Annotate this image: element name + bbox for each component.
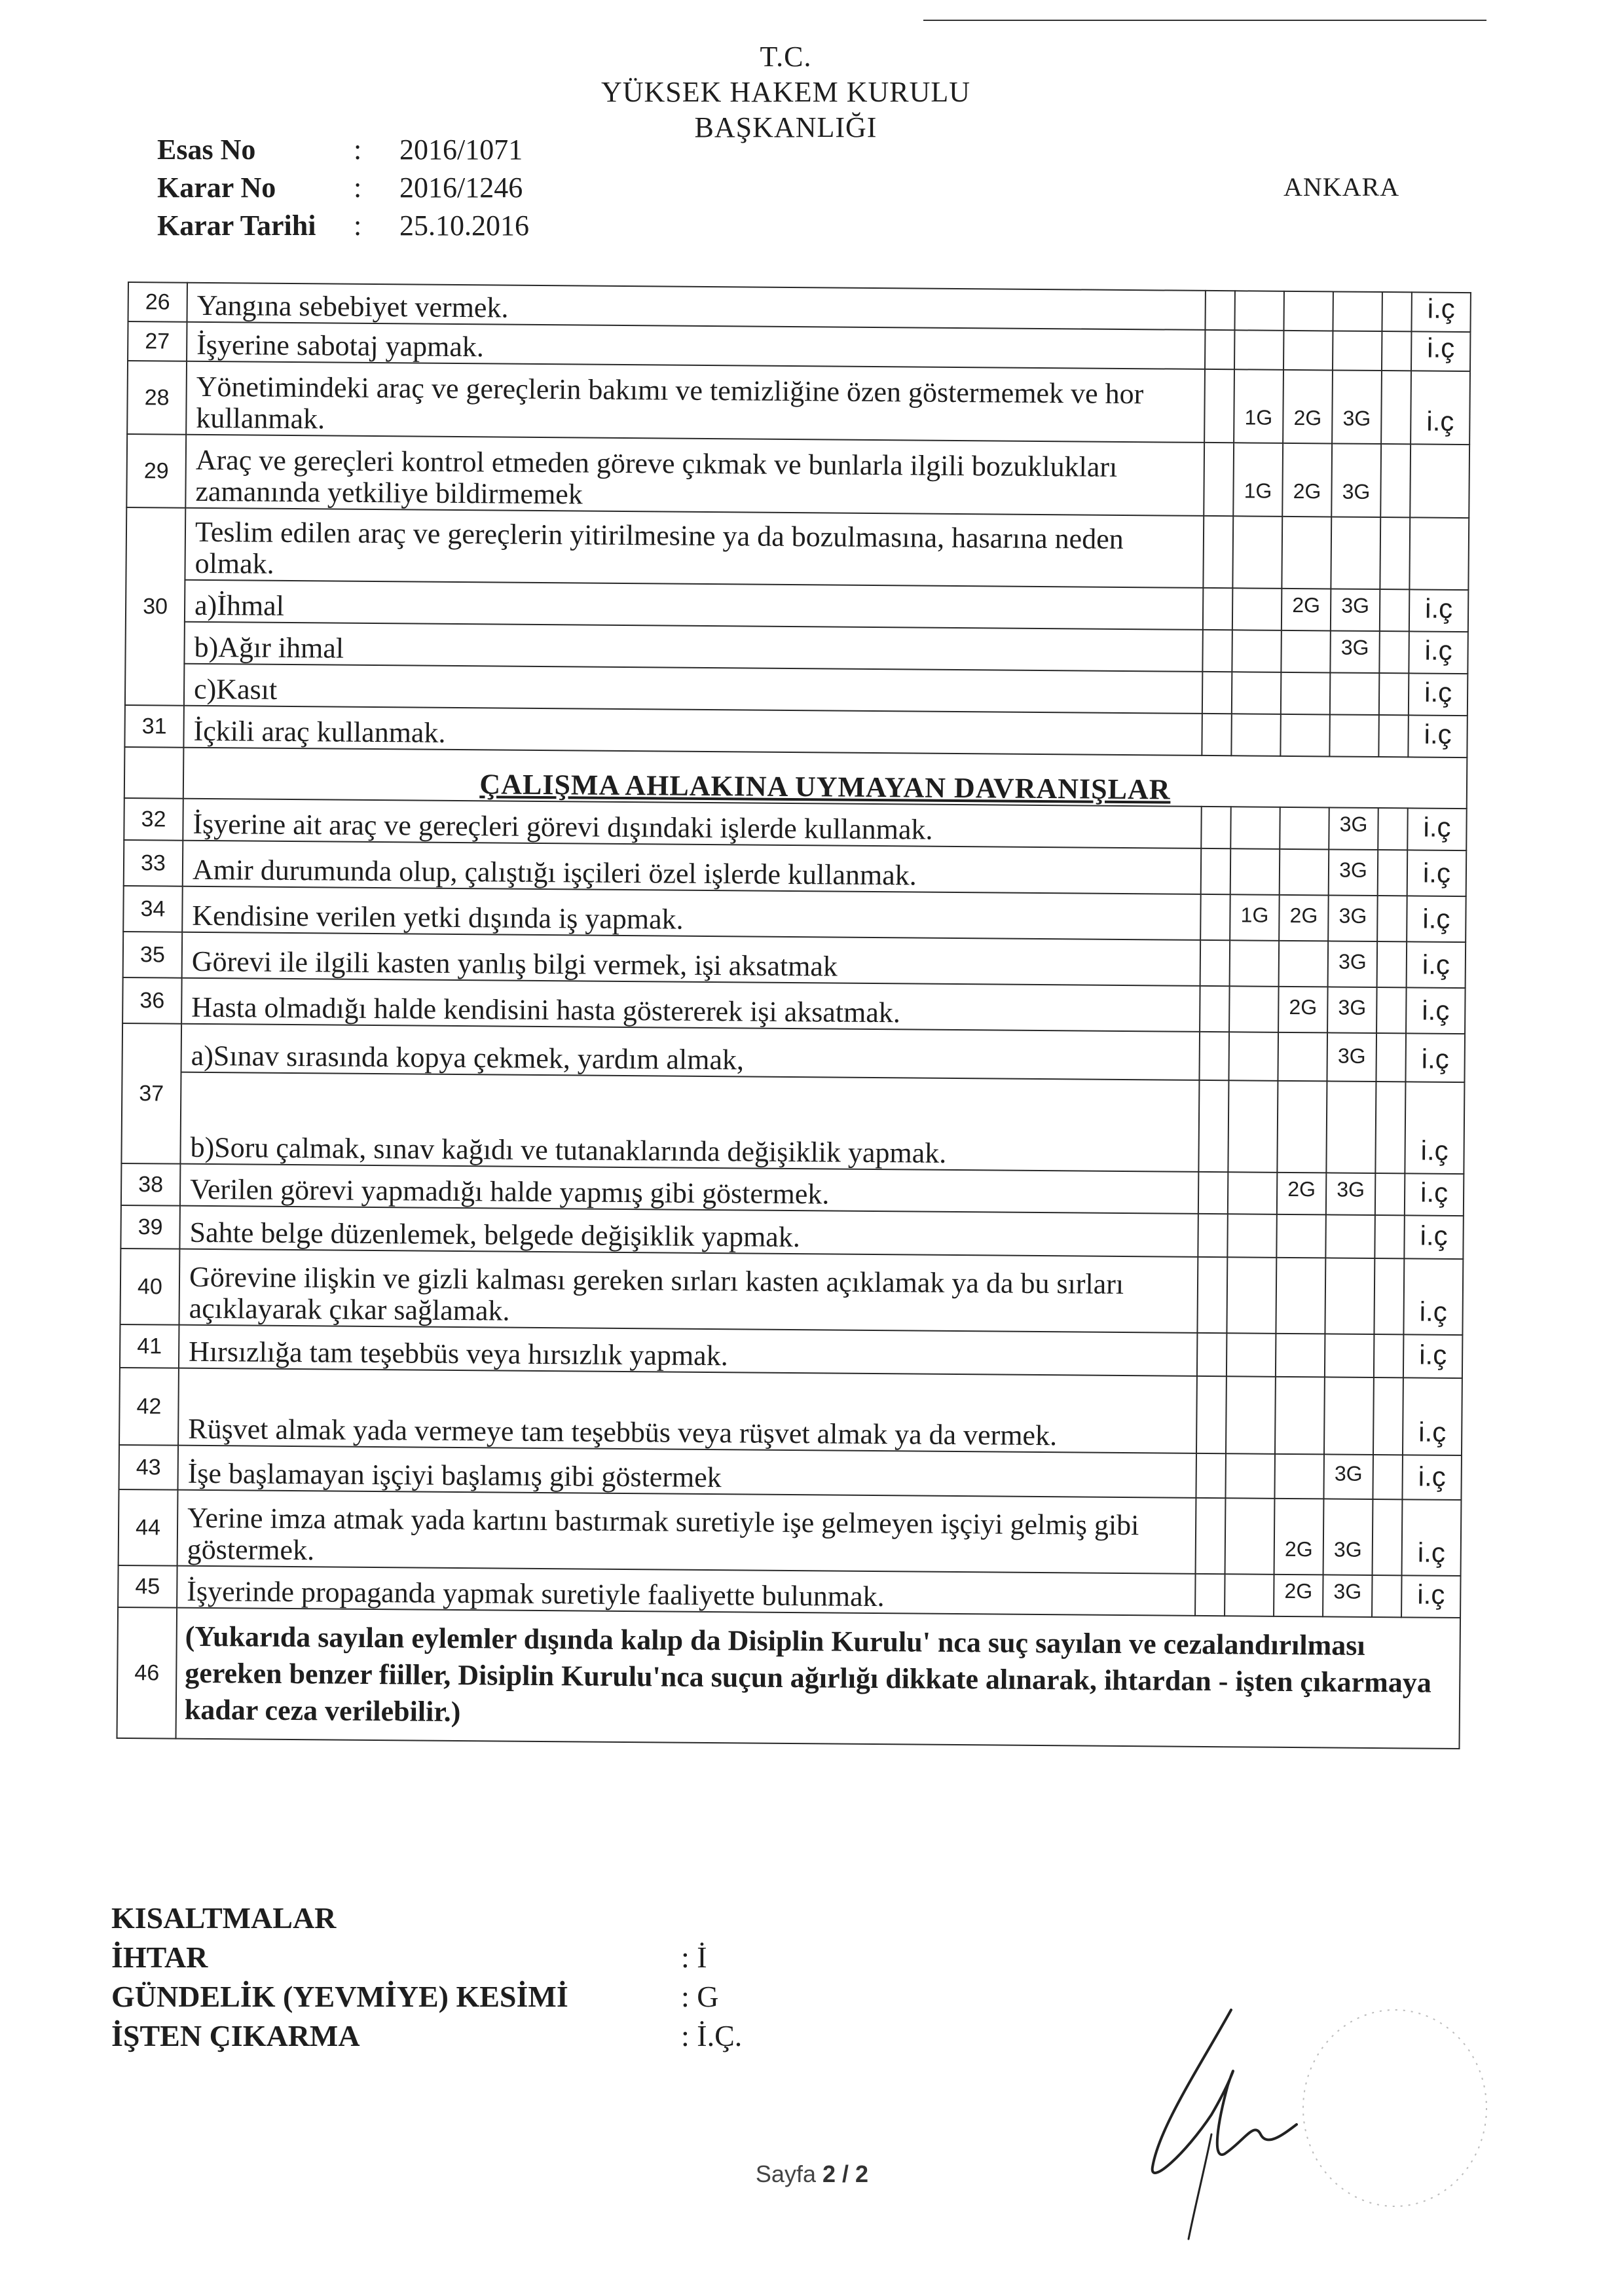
meta-row-esas — [157, 131, 596, 169]
penalty-dismissal: i.ç — [1405, 1033, 1465, 1082]
empty-cell — [1376, 1033, 1406, 1082]
penalty-1g — [1230, 807, 1280, 849]
empty-cell — [1378, 850, 1408, 896]
empty-cell — [1203, 588, 1233, 630]
rule-description: Hasta olmadığı halde kendisini hasta göstererek işi aksatmak. — [181, 978, 1200, 1032]
rule-description: İşe başlamayan işçiyi başlamış gibi göstermek — [178, 1446, 1196, 1498]
empty-cell — [1380, 589, 1410, 631]
top-rule — [923, 20, 1486, 21]
disciplinary-rules-table — [117, 282, 1471, 1749]
empty-cell — [1205, 330, 1234, 369]
penalty-2g: 2G — [1274, 1499, 1324, 1575]
penalty-3g: 3G — [1323, 1575, 1373, 1617]
empty-cell — [1200, 940, 1230, 986]
rule-number: 33 — [124, 840, 183, 886]
meta-value: 2016/1246 — [399, 172, 523, 204]
empty-cell — [1232, 516, 1282, 589]
empty-cell — [1231, 714, 1281, 756]
empty-cell — [1382, 331, 1411, 371]
rule-description: İşyerine sabotaj yapmak. — [187, 322, 1205, 369]
penalty-3g: 3G — [1329, 807, 1378, 850]
rule-number: 46 — [117, 1607, 177, 1739]
empty-cell — [1374, 1334, 1404, 1377]
penalty-dismissal: i.ç — [1411, 331, 1470, 371]
empty-cell — [1201, 848, 1231, 894]
table-row — [127, 361, 1470, 445]
penalty-1g: 1G — [1234, 369, 1283, 443]
penalty-dismissal: i.ç — [1406, 987, 1466, 1034]
penalty-2g — [1276, 1334, 1325, 1377]
penalty-3g — [1325, 1214, 1375, 1258]
empty-cell — [1202, 630, 1232, 672]
institution-name: YÜKSEK HAKEM KURULU — [600, 76, 971, 108]
page-footer — [0, 2160, 1624, 2188]
penalty-1g — [1229, 986, 1279, 1032]
penalty-3g: 3G — [1326, 1173, 1376, 1215]
penalty-dismissal: i.ç — [1403, 1258, 1463, 1335]
penalty-1g — [1228, 1172, 1278, 1214]
penalty-dismissal: i.ç — [1411, 371, 1470, 445]
penalty-2g — [1275, 1377, 1325, 1455]
rule-subitem: a)İhmal — [185, 580, 1203, 630]
penalty-1g — [1226, 1376, 1276, 1454]
penalty-3g: 3G — [1323, 1454, 1373, 1499]
abbreviation-label: İŞTEN ÇIKARMA — [111, 2019, 360, 2052]
rule-description: Sahte belge düzenlemek, belgede değişiklik yapmak. — [179, 1206, 1198, 1257]
penalty-dismissal: i.ç — [1409, 631, 1468, 674]
empty-cell — [1372, 1575, 1402, 1617]
penalty-1g: 1G — [1233, 443, 1283, 517]
rule-number: 30 — [125, 507, 185, 706]
penalty-2g — [1281, 630, 1331, 673]
empty-cell — [1197, 1257, 1227, 1333]
empty-cell — [1375, 1215, 1405, 1258]
penalty-1g — [1225, 1574, 1274, 1616]
penalty-dismissal: i.ç — [1402, 1455, 1462, 1500]
penalty-2g — [1276, 1258, 1325, 1334]
empty-cell — [1326, 1081, 1376, 1173]
penalty-3g: 3G — [1332, 370, 1382, 444]
abbreviation-value: : İ.Ç. — [681, 2019, 743, 2052]
page-number: 2 / 2 — [822, 2160, 869, 2187]
table-row — [126, 434, 1469, 518]
empty-cell — [1331, 517, 1380, 589]
penalty-3g: 3G — [1329, 849, 1378, 896]
empty-cell — [1204, 443, 1234, 516]
rule-number: 26 — [128, 282, 187, 322]
rule-number: 36 — [122, 977, 182, 1024]
empty-cell — [1205, 291, 1234, 330]
abbreviation-row — [111, 1977, 742, 2016]
rule-description: Görevi ile ilgili kasten yanlış bilgi vermek, işi aksatmak — [182, 932, 1201, 986]
empty-cell — [1375, 1082, 1405, 1173]
penalty-dismissal: i.ç — [1407, 941, 1466, 988]
empty-cell — [1202, 714, 1232, 756]
empty-cell — [1377, 896, 1407, 941]
rule-number: 34 — [123, 886, 183, 932]
penalty-3g — [1333, 291, 1382, 331]
rule-description: Teslim edilen araç ve gereçlerin yitirilmesine ya da bozulmasına, hasarına neden olmak. — [185, 508, 1204, 588]
penalty-dismissal: i.ç — [1409, 589, 1469, 632]
case-metadata — [157, 131, 596, 245]
empty-cell — [1195, 1574, 1225, 1616]
empty-cell — [1373, 1377, 1403, 1455]
penalty-3g: 3G — [1331, 443, 1381, 517]
empty-cell — [1204, 369, 1234, 443]
rule-description: İşyerinde propaganda yapmak suretiyle faaliyette bulunmak. — [177, 1566, 1195, 1616]
meta-colon: : — [354, 210, 362, 242]
general-clause: (Yukarıda sayılan eylemler dışında kalıp da Disiplin Kurulu' nca suç sayılan ve cezalandırılması gereken benzer fiiller, Disiplin Kurulu'nca suçun ağırlığı dikkate alınarak, ihtardan - işten çıkarmaya kadar ceza verilebilir.) — [176, 1608, 1461, 1749]
penalty-1g — [1227, 1257, 1276, 1334]
empty-cell — [1198, 1080, 1228, 1172]
empty-cell — [1196, 1498, 1226, 1574]
empty-cell — [1228, 1080, 1278, 1173]
rule-description: Verilen görevi yapmadığı halde yapmış gibi göstermek. — [180, 1164, 1198, 1214]
rule-description: Araç ve gereçleri kontrol etmeden göreve çıkmak ve bunlarla ilgili bozuklukları zamanında yetkiliye bildirmemek — [185, 435, 1204, 516]
empty-cell — [1198, 1214, 1228, 1257]
empty-cell — [1376, 987, 1407, 1033]
rule-number: 45 — [118, 1565, 177, 1608]
meta-row-karar — [157, 169, 596, 207]
penalty-dismissal: i.ç — [1405, 1082, 1464, 1174]
rule-description: İçkili araç kullanmak. — [183, 706, 1202, 756]
empty-cell — [1196, 1376, 1227, 1453]
penalty-dismissal: i.ç — [1405, 1173, 1464, 1216]
empty-cell — [1329, 714, 1379, 757]
empty-cell — [1379, 631, 1409, 673]
empty-cell — [1381, 371, 1411, 444]
abbreviation-value: : G — [681, 1980, 719, 2013]
city-label: ANKARA — [1283, 172, 1400, 202]
penalty-dismissal — [1410, 444, 1469, 518]
meta-value: 2016/1071 — [399, 134, 523, 166]
abbreviation-value: : İ — [681, 1941, 707, 1974]
empty-cell — [1277, 1081, 1327, 1173]
empty-cell — [1378, 715, 1409, 757]
rule-number: 28 — [127, 361, 187, 435]
rule-description: Hırsızlığa tam teşebbüs veya hırsızlık yapmak. — [179, 1325, 1197, 1376]
penalty-3g — [1330, 672, 1380, 715]
rule-description: Görevine ilişkin ve gizli kalması gereken sırları kasten açıklamak ya da bu sırları açıklayarak çıkar sağlamak. — [179, 1249, 1198, 1333]
abbreviation-label: İHTAR — [111, 1941, 208, 1974]
abbreviation-row — [111, 1938, 742, 1977]
country-label: T.C. — [760, 41, 812, 73]
rule-number: 43 — [119, 1445, 179, 1490]
empty-cell — [1280, 714, 1330, 757]
penalty-3g: 3G — [1330, 630, 1380, 673]
empty-cell — [1373, 1499, 1403, 1575]
empty-cell — [124, 747, 184, 799]
penalty-2g — [1280, 849, 1329, 896]
empty-cell — [1232, 630, 1282, 672]
penalty-2g — [1274, 1454, 1324, 1499]
meta-label: Esas No — [157, 134, 256, 166]
penalty-1g — [1227, 1333, 1276, 1377]
penalty-1g — [1234, 291, 1283, 331]
penalty-dismissal: i.ç — [1408, 715, 1467, 757]
empty-cell — [1377, 941, 1407, 987]
table-row — [119, 1368, 1462, 1455]
rule-subitem: b)Soru çalmak, sınav kağıdı ve tutanaklarında değişiklik yapmak. — [180, 1072, 1199, 1172]
rule-description: Rüşvet almak yada vermeye tam teşebbüs veya rüşvet almak ya da vermek. — [178, 1368, 1197, 1453]
penalty-3g — [1325, 1258, 1375, 1334]
penalty-2g: 2G — [1277, 1173, 1327, 1215]
penalty-3g — [1333, 331, 1382, 371]
empty-cell — [1197, 1333, 1227, 1376]
rule-number: 44 — [119, 1489, 178, 1566]
penalty-3g — [1324, 1377, 1374, 1455]
penalty-dismissal: i.ç — [1409, 673, 1467, 716]
penalty-3g: 3G — [1328, 895, 1378, 941]
empty-cell — [1382, 292, 1411, 331]
empty-cell — [1373, 1455, 1403, 1499]
penalty-1g — [1227, 1214, 1277, 1258]
penalty-dismissal: i.ç — [1403, 1377, 1462, 1455]
rule-subitem: c)Kasıt — [184, 664, 1202, 714]
penalty-3g: 3G — [1327, 1032, 1376, 1082]
handwritten-signature — [1113, 1971, 1506, 2246]
empty-cell — [1380, 444, 1411, 517]
rule-description: Yangına sebebiyet vermek. — [187, 283, 1206, 330]
rule-number: 40 — [120, 1248, 179, 1325]
rule-number: 37 — [121, 1023, 181, 1164]
office-name: BAŞKANLIĞI — [694, 111, 877, 143]
penalty-3g — [1325, 1334, 1375, 1377]
meta-value: 25.10.2016 — [399, 210, 529, 242]
penalty-dismissal: i.ç — [1407, 808, 1466, 850]
penalty-dismissal: i.ç — [1404, 1215, 1464, 1259]
penalty-2g: 2G — [1274, 1575, 1323, 1617]
penalty-3g: 3G — [1331, 589, 1380, 631]
penalty-dismissal: i.ç — [1401, 1575, 1460, 1618]
penalty-2g: 2G — [1278, 987, 1328, 1033]
rule-number: 42 — [119, 1368, 179, 1446]
empty-cell — [1379, 673, 1409, 715]
meta-row-tarih — [157, 207, 596, 245]
empty-cell — [1196, 1453, 1226, 1498]
penalty-3g: 3G — [1328, 941, 1378, 987]
empty-cell — [1232, 588, 1282, 630]
penalty-1g: 1G — [1230, 894, 1280, 941]
empty-cell — [1380, 517, 1410, 589]
table-row — [119, 1489, 1462, 1576]
table-row — [117, 1607, 1461, 1749]
rule-number: 35 — [123, 932, 183, 978]
penalty-1g — [1225, 1498, 1275, 1575]
rule-description: Yönetimindeki araç ve gereçlerin bakımı ve temizliğine özen göstermemek ve hor kullanmak. — [186, 361, 1205, 443]
page-label: Sayfa — [755, 2160, 816, 2187]
penalty-3g: 3G — [1327, 987, 1377, 1033]
penalty-dismissal: i.ç — [1411, 292, 1470, 332]
empty-cell — [1203, 516, 1233, 588]
penalty-1g — [1230, 940, 1280, 987]
document-header — [524, 39, 1048, 145]
penalty-2g — [1283, 331, 1333, 371]
abbreviation-label: GÜNDELİK (YEVMİYE) KESİMİ — [111, 1980, 568, 2013]
abbreviations-title: KISALTMALAR — [111, 1901, 337, 1935]
empty-cell — [1232, 672, 1282, 714]
empty-cell — [1378, 808, 1408, 850]
empty-cell — [1201, 807, 1231, 848]
empty-cell — [1198, 1172, 1228, 1214]
rule-number: 39 — [120, 1205, 180, 1249]
meta-label: Karar Tarihi — [157, 210, 316, 242]
empty-cell — [1202, 672, 1232, 714]
rule-subitem: a)Sınav sırasında kopya çekmek, yardım almak, — [181, 1024, 1200, 1080]
empty-cell — [1282, 517, 1331, 589]
rule-number: 29 — [126, 434, 186, 508]
rule-description: Kendisine verilen yetki dışında iş yapmak. — [182, 886, 1201, 940]
penalty-2g — [1283, 291, 1333, 331]
table-row — [121, 1072, 1464, 1174]
empty-cell — [1278, 1032, 1327, 1082]
rule-description: Yerine imza atmak yada kartını bastırmak suretiyle işe gelmeyen işçiyi gelmiş gibi göstermek. — [177, 1490, 1196, 1574]
empty-cell — [1409, 517, 1469, 590]
rule-number: 38 — [121, 1163, 180, 1206]
meta-colon: : — [354, 172, 362, 204]
penalty-dismissal: i.ç — [1407, 850, 1467, 896]
penalty-2g: 2G — [1279, 895, 1329, 941]
empty-cell — [1199, 1032, 1229, 1080]
penalty-2g — [1276, 1214, 1326, 1258]
penalty-2g: 2G — [1282, 443, 1332, 517]
penalty-1g — [1225, 1453, 1275, 1499]
penalty-2g — [1280, 807, 1329, 850]
penalty-dismissal: i.ç — [1403, 1334, 1463, 1378]
meta-colon: : — [354, 134, 362, 166]
table-row — [126, 507, 1469, 590]
empty-cell — [1228, 1032, 1278, 1081]
meta-label: Karar No — [157, 172, 276, 204]
rule-number: 32 — [124, 798, 183, 841]
table-row — [120, 1248, 1463, 1335]
rule-number: 41 — [120, 1324, 179, 1368]
rule-description: Amir durumunda olup, çalıştığı işçileri özel işlerde kullanmak. — [183, 841, 1202, 894]
penalty-2g — [1281, 672, 1331, 715]
penalty-2g: 2G — [1282, 589, 1331, 631]
penalty-2g: 2G — [1283, 370, 1333, 444]
empty-cell — [1374, 1258, 1404, 1334]
empty-cell — [1375, 1173, 1405, 1215]
penalty-1g — [1230, 848, 1280, 895]
penalty-dismissal: i.ç — [1402, 1499, 1462, 1576]
rule-number: 31 — [124, 705, 183, 748]
penalty-1g — [1234, 330, 1283, 370]
penalty-dismissal: i.ç — [1407, 896, 1466, 942]
rule-description: İşyerine ait araç ve gereçleri görevi dışındaki işlerde kullanmak. — [183, 799, 1201, 848]
penalty-3g: 3G — [1323, 1499, 1373, 1575]
penalty-2g — [1279, 941, 1329, 987]
rule-subitem: b)Ağır ihmal — [184, 622, 1202, 672]
empty-cell — [1200, 986, 1230, 1032]
rule-number: 27 — [128, 321, 187, 361]
abbreviation-row — [111, 2016, 742, 2056]
abbreviations — [111, 1899, 742, 2056]
empty-cell — [1200, 894, 1230, 940]
section-title: ÇALIŞMA AHLAKINA UYMAYAN DAVRANIŞLAR — [183, 748, 1467, 809]
